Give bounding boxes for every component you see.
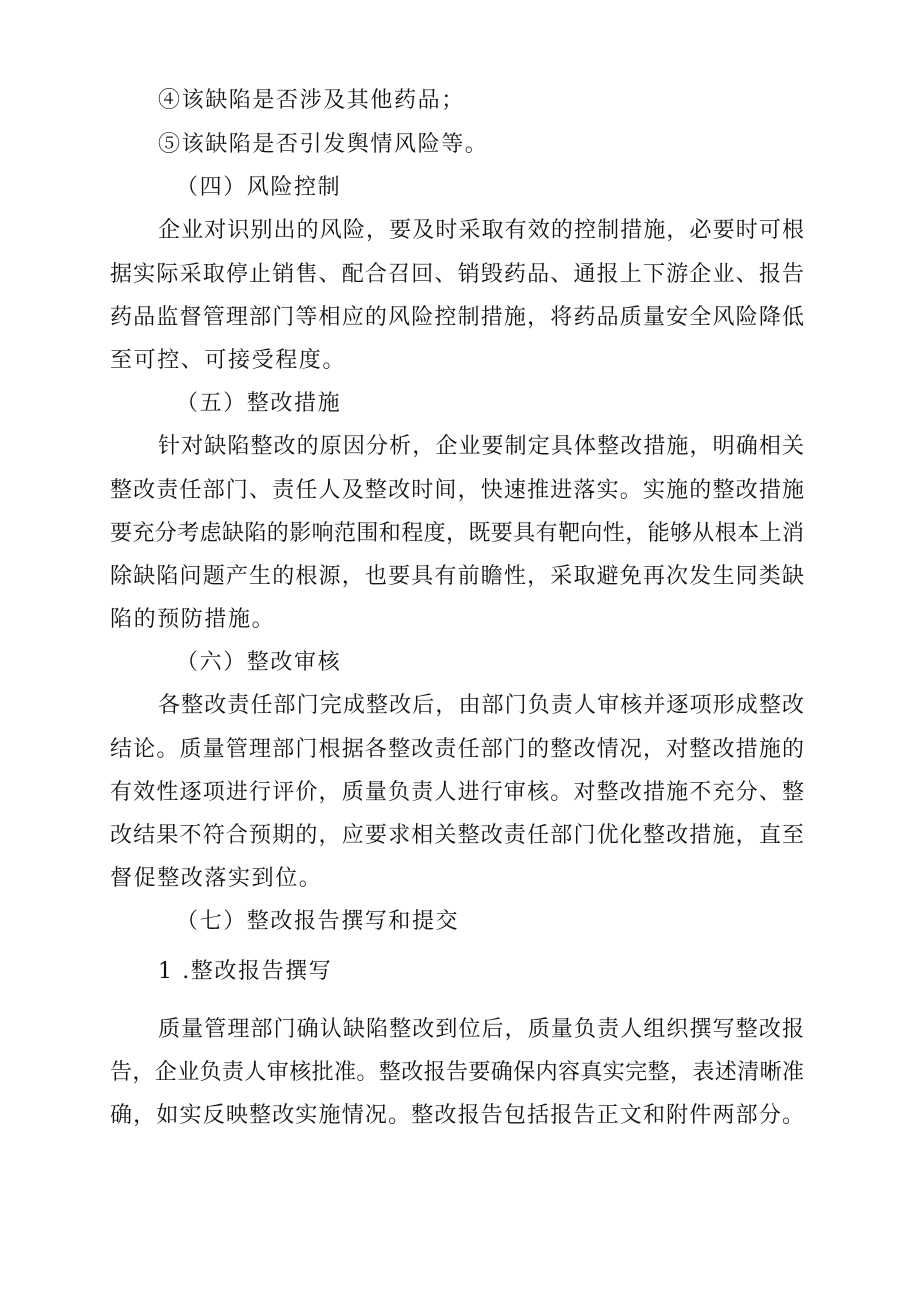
paragraph-line: 除缺陷问题产生的根源，也要具有前瞻性，采取避免再次发生同类缺 xyxy=(110,564,804,589)
paragraph-line: 整改责任部门、责任人及整改时间，快速推进落实。实施的整改措施 xyxy=(110,478,804,503)
paragraph-line: 陷的预防措施。 xyxy=(110,607,276,632)
section-heading: （七）整改报告撰写和提交 xyxy=(176,909,460,934)
paragraph-line: 结论。质量管理部门根据各整改责任部门的整改情况，对整改措施的 xyxy=(110,737,804,762)
paragraph-line: 至可控、可接受程度。 xyxy=(110,348,347,373)
paragraph-line: 告，企业负责人审核批准。整改报告要确保内容真实完整，表述清晰准 xyxy=(110,1060,804,1085)
paragraph-line: 有效性逐项进行评价，质量负责人进行审核。对整改措施不充分、整 xyxy=(110,780,804,805)
paragraph-line: 各整改责任部门完成整改后，由部门负责人审核并逐项形成整改 xyxy=(158,693,804,718)
paragraph-line: 质量管理部门确认缺陷整改到位后，质量负责人组织撰写整改报 xyxy=(158,1017,804,1042)
paragraph-line: 药品监督管理部门等相应的风险控制措施，将药品质量安全风险降低 xyxy=(110,305,804,330)
section-heading: （五）整改措施 xyxy=(176,391,342,416)
section-heading: （四）风险控制 xyxy=(176,175,342,200)
list-item: ⑤该缺陷是否引发舆情风险等。 xyxy=(158,132,489,157)
paragraph-line: 督促整改落实到位。 xyxy=(110,866,323,891)
list-item: ④该缺陷是否涉及其他药品； xyxy=(158,88,465,113)
paragraph-line: 企业对识别出的风险，要及时采取有效的控制措施，必要时可根 xyxy=(158,218,804,243)
paragraph-line: 要充分考虑缺陷的影响范围和程度，既要具有靶向性，能够从根本上消 xyxy=(110,521,804,546)
paragraph-line: 改结果不符合预期的，应要求相关整改责任部门优化整改措施，直至 xyxy=(110,823,804,848)
paragraph-line: 针对缺陷整改的原因分析，企业要制定具体整改措施，明确相关 xyxy=(158,434,804,459)
subsection-heading: 1 .整改报告撰写 xyxy=(158,959,333,984)
paragraph-line: 确，如实反映整改实施情况。整改报告包括报告正文和附件两部分。 xyxy=(110,1103,804,1128)
paragraph-line: 据实际采取停止销售、配合召回、销毁药品、通报上下游企业、报告 xyxy=(110,262,804,287)
section-heading: （六）整改审核 xyxy=(176,650,342,675)
